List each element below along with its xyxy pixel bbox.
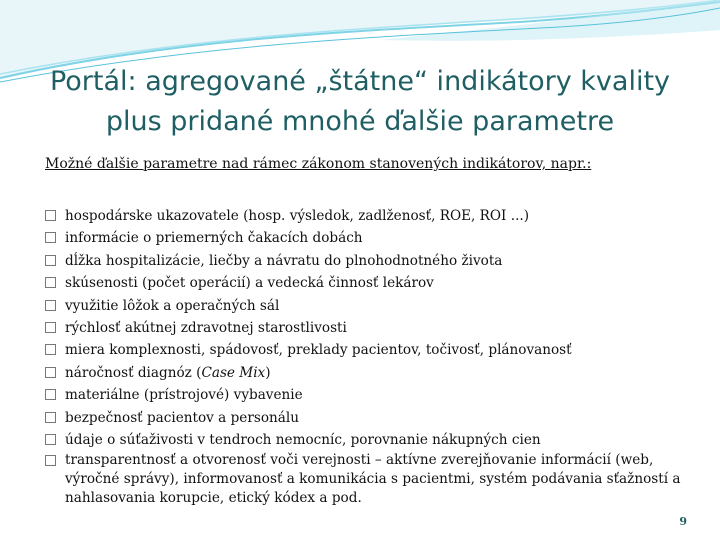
list-item-text: dĺžka hospitalizácie, liečby a návratu do plnohodnotného života [65, 252, 503, 269]
list-item-text: transparentnosť a otvorenosť voči verejnosti – aktívne zverejňovanie informácií (web, výročné správy), informovanosť a komunikácia s pacientmi, systém podávania sťažností a nahlasovania korupcie, etický kódex a pod. [65, 452, 681, 507]
list-item-text: skúsenosti (počet operácií) a vedecká činnosť lekárov [65, 275, 434, 292]
list-item-text: bezpečnosť pacientov a personálu [65, 409, 299, 426]
title-line-2: plus pridané mnohé ďalšie parametre [105, 106, 615, 137]
checkbox-bullet-icon [45, 232, 56, 243]
checkbox-bullet-icon [45, 322, 56, 333]
list-item [45, 451, 685, 508]
list-item-text: údaje o súťaživosti v tendroch nemocníc, porovnanie nákupných cien [65, 432, 541, 449]
intro-paragraph [45, 155, 645, 173]
list-item [45, 362, 685, 384]
list-item [45, 429, 685, 451]
list-item [45, 295, 685, 317]
checkbox-bullet-icon [45, 455, 56, 466]
checkbox-bullet-icon [45, 210, 56, 221]
checkbox-bullet-icon [45, 277, 56, 288]
parameter-list [45, 205, 685, 508]
list-item-text [65, 362, 271, 384]
list-item-text: rýchlosť akútnej zdravotnej starostlivosti [65, 320, 347, 337]
checkbox-bullet-icon [45, 412, 56, 423]
checkbox-bullet-icon [45, 255, 56, 266]
list-item [45, 227, 685, 249]
list-item-text-part: náročnosť diagnóz ( [65, 364, 202, 381]
list-item [45, 205, 685, 227]
page-number: 9 [679, 515, 687, 528]
checkbox-bullet-icon [45, 389, 56, 400]
list-item-text: materiálne (prístrojové) vybavenie [65, 387, 303, 404]
checkbox-bullet-icon [45, 344, 56, 355]
intro-text: Možné ďalšie parametre nad rámec zákonom stanovených indikátorov, napr. [45, 156, 587, 172]
list-item-text-tail: ) [265, 364, 271, 381]
checkbox-bullet-icon [45, 434, 56, 445]
checkbox-bullet-icon [45, 300, 56, 311]
list-item-text: využitie lôžok a operačných sál [65, 297, 280, 314]
list-item [45, 317, 685, 339]
title-line-1: Portál: agregované „štátne“ indikátory kvality [49, 66, 671, 97]
list-item [45, 384, 685, 406]
checkbox-bullet-icon [45, 367, 56, 378]
list-item-text: hospodárske ukazovatele (hosp. výsledok, zadlženosť, ROE, ROI ...) [65, 208, 530, 224]
intro-colon: : [586, 156, 592, 172]
list-item [45, 339, 685, 361]
list-item [45, 250, 685, 272]
list-item-text: miera komplexnosti, spádovosť, preklady pacientov, točivosť, plánovanosť [65, 342, 572, 359]
list-item-emphasis: Case Mix [201, 364, 266, 381]
list-item [45, 272, 685, 294]
slide-title [20, 62, 700, 142]
list-item-text: informácie o priemerných čakacích dobách [65, 230, 363, 247]
list-item [45, 407, 685, 429]
